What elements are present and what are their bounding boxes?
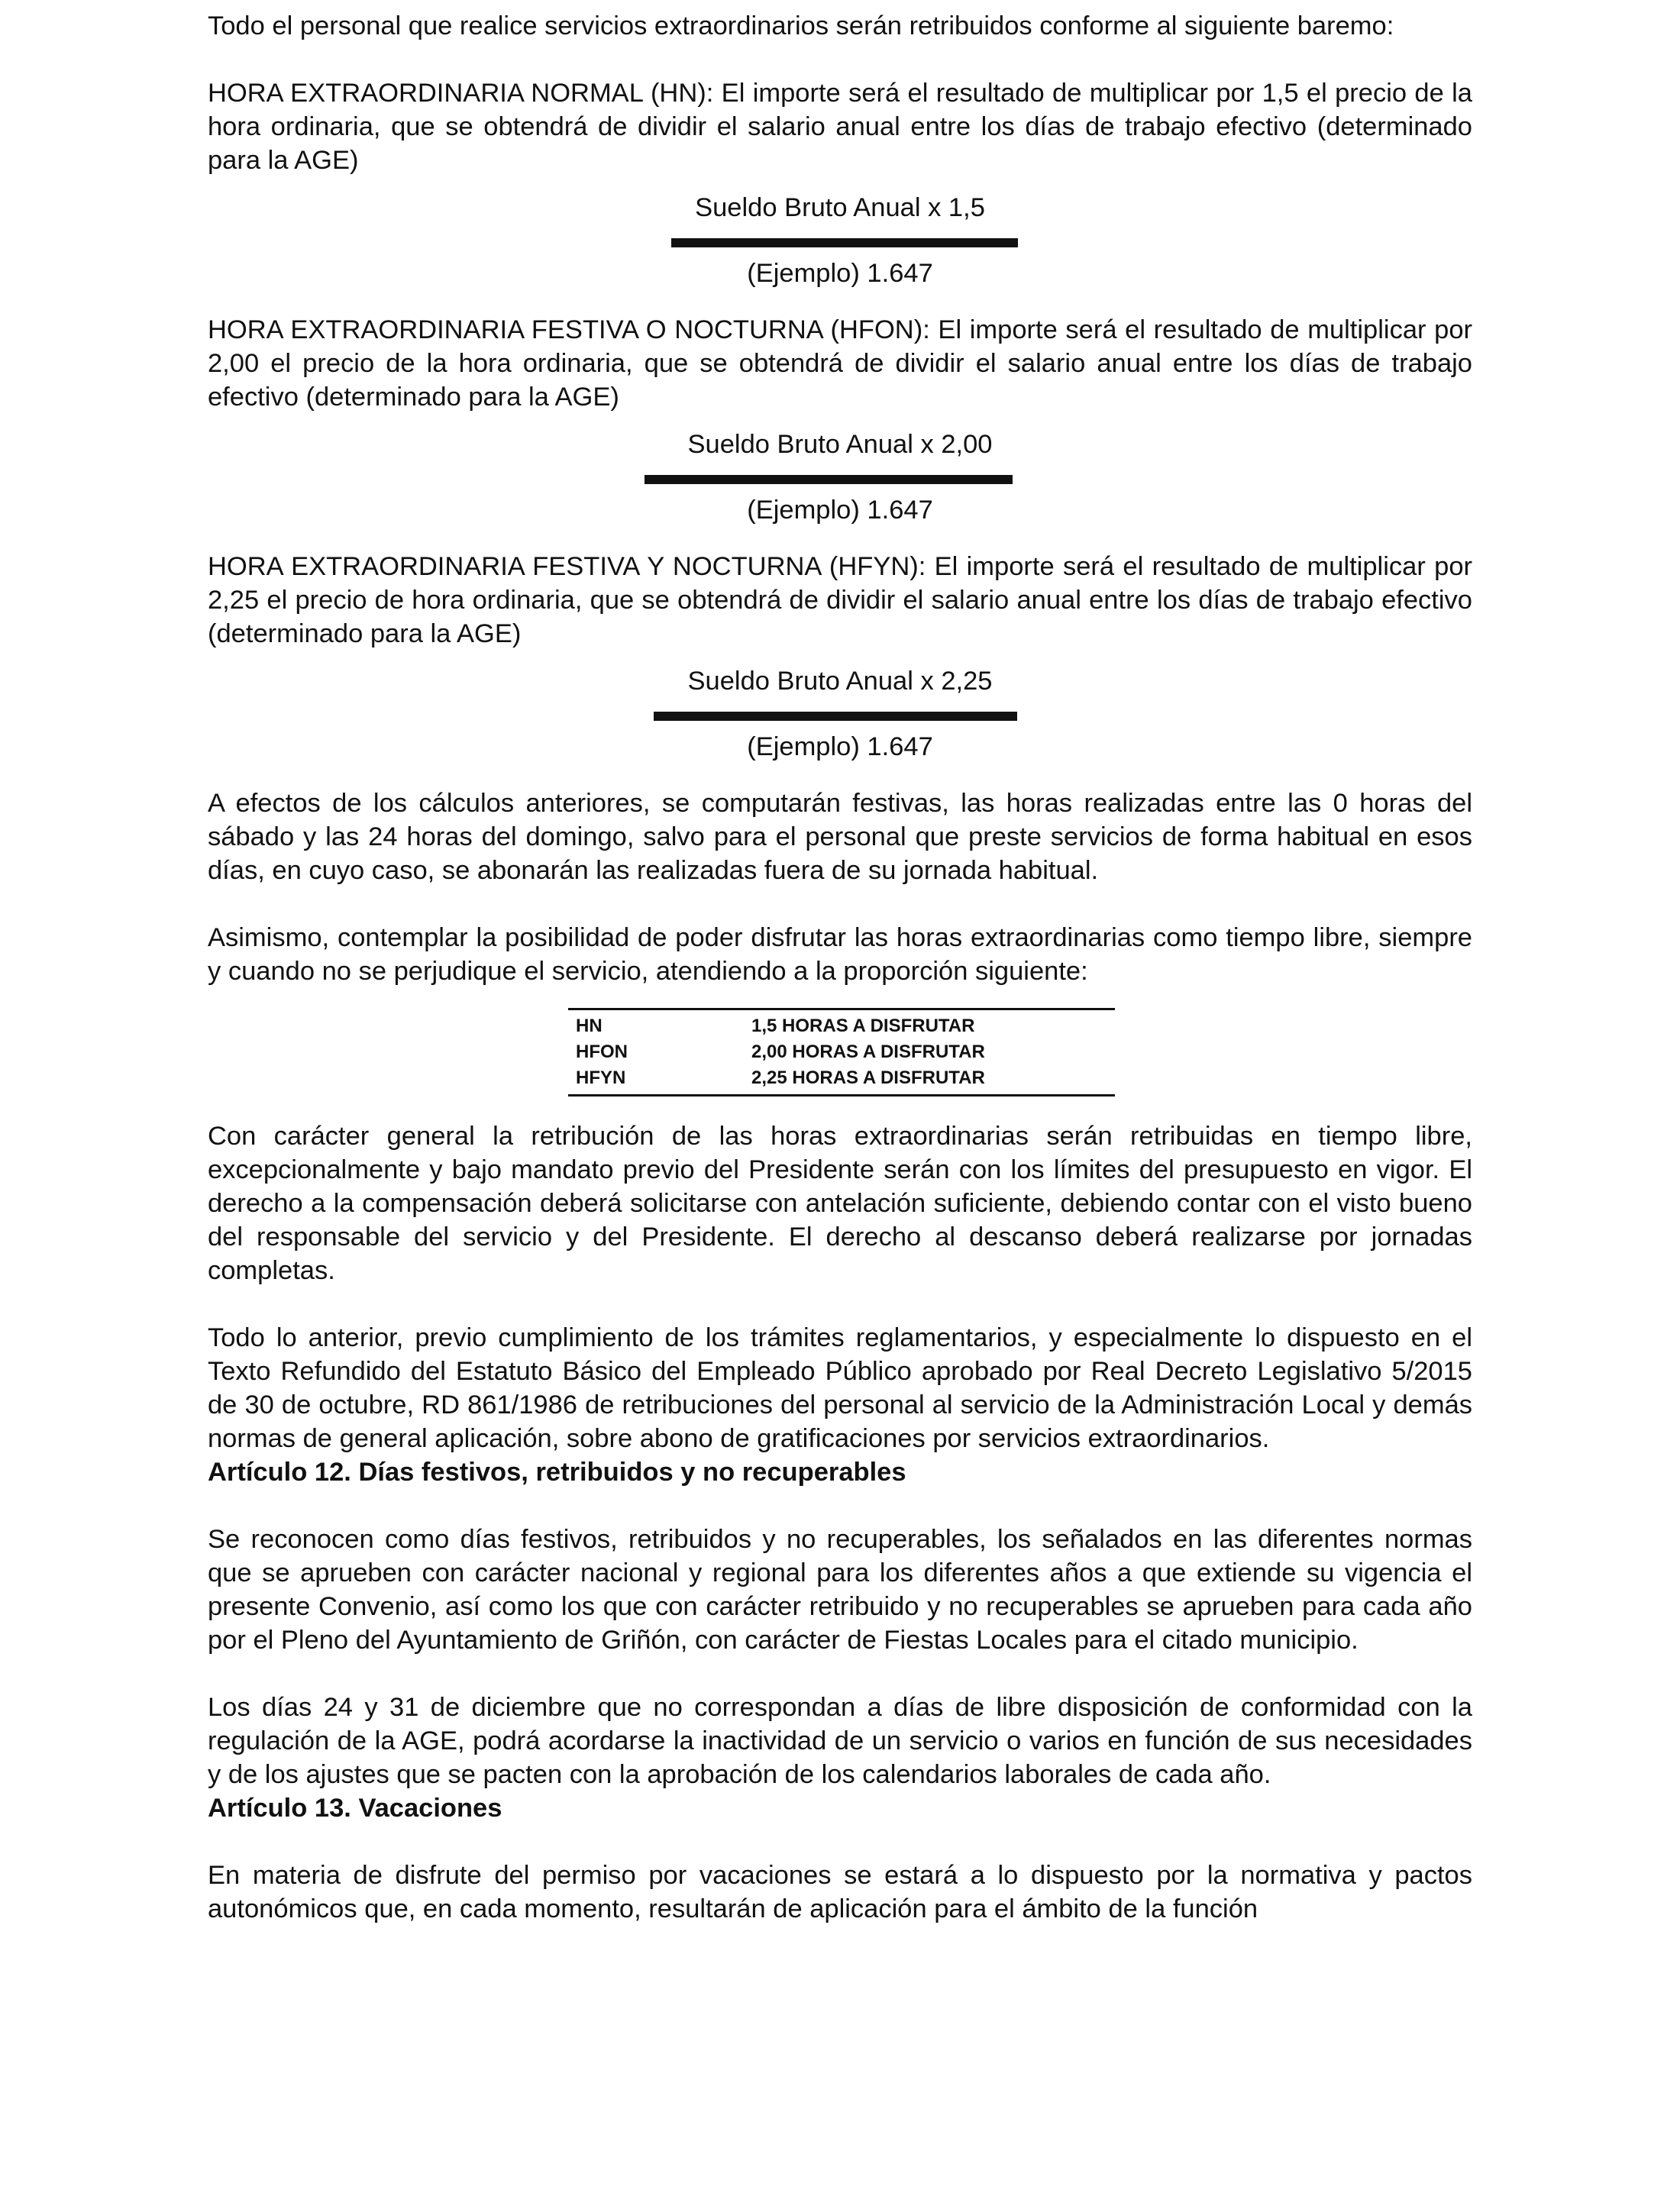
efectos-paragraph: A efectos de los cálculos anteriores, se computarán festivas, las horas realizadas entre las 0 horas del sábado y las 24 horas del domingo, salvo para el personal que preste servicios de forma habitual en esos días, en cuyo caso, se abonarán las realizadas fuera de su jornada habitual. — [208, 789, 1472, 885]
article-12-paragraph-2: Los días 24 y 31 de diciembre que no correspondan a días de libre disposición de conformidad con la regulación de la AGE, podrá acordarse la inactividad de un servicio o varios en función de sus necesidades y de los ajustes que se pacten con la aprobación de los calendarios laborales de cada año. — [208, 1693, 1472, 1789]
hn-formula-denominator: (Ejemplo) 1.647 — [747, 259, 933, 288]
table-cell-code: HFYN — [576, 1067, 626, 1088]
table-row — [568, 1009, 1115, 1040]
hfon-paragraph: HORA EXTRAORDINARIA FESTIVA O NOCTURNA (HFON): El importe será el resultado de multiplicar por 2,00 el precio de la hora ordinaria, que se obtendrá de dividir el salario anual entre los días de trabajo efectivo (determinado para la AGE) — [208, 315, 1472, 412]
fraction-bar — [654, 712, 1017, 721]
table-row — [568, 1039, 1115, 1065]
hn-paragraph: HORA EXTRAORDINARIA NORMAL (HN): El importe será el resultado de multiplicar por 1,5 el precio de la hora ordinaria, que se obtendrá de dividir el salario anual entre los días de trabajo efectivo (determinado para la AGE) — [208, 79, 1472, 175]
table-cell-value: 2,25 HORAS A DISFRUTAR — [751, 1067, 985, 1088]
document-page — [208, 9, 1472, 1926]
fraction-bar — [671, 238, 1018, 247]
table-row — [568, 1065, 1115, 1096]
hn-formula — [208, 191, 1472, 313]
hfyn-paragraph: HORA EXTRAORDINARIA FESTIVA Y NOCTURNA (HFYN): El importe será el resultado de multiplicar por 2,25 el precio de hora ordinaria, que se obtendrá de dividir el salario anual entre los días de trabajo efectivo (determinado para la AGE) — [208, 552, 1472, 648]
fraction-bar — [645, 475, 1013, 484]
intro-paragraph: Todo el personal que realice servicios extraordinarios serán retribuidos conforme al siguiente baremo: — [208, 11, 1394, 40]
table-cell-code: HN — [576, 1016, 603, 1036]
hfyn-formula — [208, 664, 1472, 786]
compensation-ratio-table — [568, 1008, 1115, 1096]
table-cell-value: 2,00 HORAS A DISFRUTAR — [751, 1042, 985, 1062]
hfyn-formula-numerator: Sueldo Bruto Anual x 2,25 — [687, 667, 993, 696]
hfon-formula-numerator: Sueldo Bruto Anual x 2,00 — [687, 430, 993, 459]
article-12-paragraph-1: Se reconocen como días festivos, retribuidos y no recuperables, los señalados en las diferentes normas que se aprueben con carácter nacional y regional para los diferentes años a que extiende su vigencia el presente Convenio, así como los que con carácter retribuido y no recuperables se aprueben para cada año por el Pleno del Ayuntamiento de Griñón, con carácter de Fiestas Locales para el citado municipio. — [208, 1525, 1472, 1655]
table-cell-value: 1,5 HORAS A DISFRUTAR — [751, 1016, 975, 1036]
anterior-paragraph: Todo lo anterior, previo cumplimiento de los trámites reglamentarios, y especialmente lo dispuesto en el Texto Refundido del Estatuto Básico del Empleado Público aprobado por Real Decreto Legislativo 5/2015 de 30 de octubre, RD 861/1986 de retribuciones del personal al servicio de la Administración Local y demás normas de general aplicación, sobre abono de gratificaciones por servicios extraordinarios. — [208, 1323, 1472, 1453]
table-cell-code: HFON — [576, 1042, 628, 1062]
hn-formula-numerator: Sueldo Bruto Anual x 1,5 — [695, 193, 985, 222]
article-13-paragraph-1: En materia de disfrute del permiso por vacaciones se estará a lo dispuesto por la normativa y pactos autonómicos que, en cada momento, resultarán de aplicación para el ámbito de la función — [208, 1861, 1472, 1923]
hfyn-formula-denominator: (Ejemplo) 1.647 — [747, 732, 933, 761]
asimismo-paragraph: Asimismo, contemplar la posibilidad de poder disfrutar las horas extraordinarias como tiempo libre, siempre y cuando no se perjudique el servicio, atendiendo a la proporción siguiente: — [208, 923, 1472, 986]
article-13-heading: Artículo 13. Vacaciones — [208, 1794, 502, 1823]
hfon-formula — [208, 428, 1472, 550]
hfon-formula-denominator: (Ejemplo) 1.647 — [747, 496, 933, 525]
article-12-heading: Artículo 12. Días festivos, retribuidos y no recuperables — [208, 1458, 906, 1487]
caracter-paragraph: Con carácter general la retribución de las horas extraordinarias serán retribuidas en tiempo libre, excepcionalmente y bajo mandato previo del Presidente serán con los límites del presupuesto en vigor. El derecho a la compensación deberá solicitarse con antelación suficiente, debiendo contar con el visto bueno del responsable del servicio y del Presidente. El derecho al descanso deberá realizarse por jornadas completas. — [208, 1122, 1472, 1285]
